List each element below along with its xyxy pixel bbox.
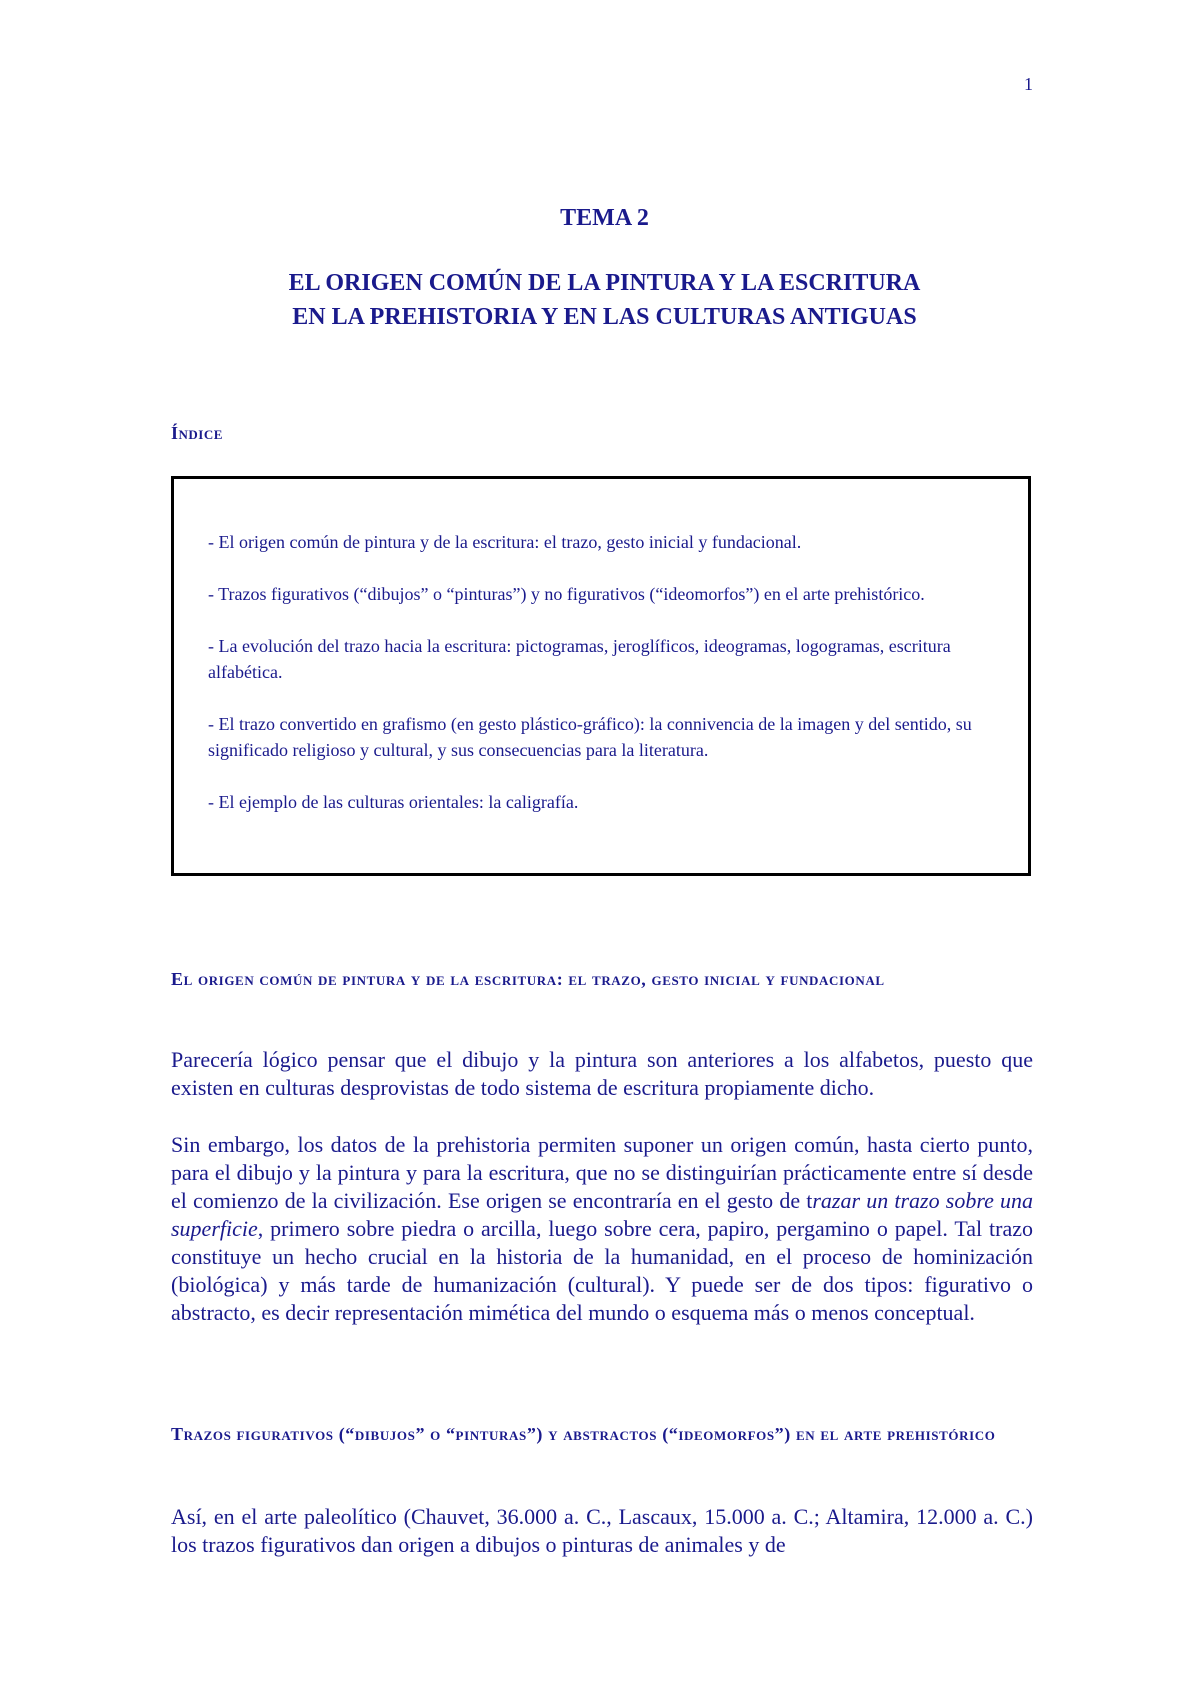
title-line-2: EN LA PREHISTORIA Y EN LAS CULTURAS ANTIGUAS <box>292 304 917 330</box>
page-number: 1 <box>1024 74 1033 94</box>
section-heading-origin: El origen común de pintura y de la escritura: el trazo, gesto inicial y fundacional <box>171 969 885 989</box>
index-item: - Trazos figurativos (“dibujos” o “pinturas”) y no figurativos (“ideomorfos”) en el arte prehistórico. <box>208 584 925 604</box>
document-title <box>171 266 1038 334</box>
index-heading-text: Índice <box>171 423 223 443</box>
section-heading-figurative-strokes: Trazos figurativos (“dibujos” o “pinturas”) y abstractos (“ideomorfos”) en el arte prehistórico <box>171 1424 996 1444</box>
index-item: - El ejemplo de las culturas orientales: la caligrafía. <box>208 792 579 812</box>
paragraph-text: , primero sobre piedra o arcilla, luego sobre cera, papiro, pergamino o papel. Tal trazo constituye un hecho crucial en la historia de la humanidad, en el proceso de hominización (biológica) y más tarde de humanización (cultural). Y puede ser de dos tipos: figurativo o abstracto, es decir representación mimética del mundo o esquema más o menos conceptual. <box>171 1216 1033 1325</box>
index-heading <box>171 423 223 444</box>
paragraph <box>171 1131 1033 1327</box>
index-item: - El trazo convertido en grafismo (en gesto plástico-gráfico): la connivencia de la imagen y del sentido, su significado religioso y cultural, y sus consecuencias para la literatura. <box>208 714 972 760</box>
index-item: - El origen común de pintura y de la escritura: el trazo, gesto inicial y fundacional. <box>208 532 802 552</box>
paragraph-italic-text: razar un trazo sobre una superficie <box>171 1188 1033 1241</box>
index-box <box>171 476 1031 876</box>
paragraph: Así, en el arte paleolítico (Chauvet, 36.000 a. C., Lascaux, 15.000 a. C.; Altamira, 12.000 a. C.) los trazos figurativos dan origen a dibujos o pinturas de animales y de <box>171 1504 1033 1557</box>
title-block <box>171 205 1038 334</box>
paragraph: Parecería lógico pensar que el dibujo y la pintura son anteriores a los alfabetos, puesto que existen en culturas desprovistas de todo sistema de escritura propiamente dicho. <box>171 1047 1033 1100</box>
title-line-1: EL ORIGEN COMÚN DE LA PINTURA Y LA ESCRITURA <box>288 270 921 296</box>
topic-number: TEMA 2 <box>560 205 649 231</box>
index-item: - La evolución del trazo hacia la escritura: pictogramas, jeroglíficos, ideogramas, logogramas, escritura alfabética. <box>208 636 951 682</box>
paragraph-text: Sin embargo, los datos de la prehistoria permiten suponer un origen común, hasta cierto punto, para el dibujo y la pintura y para la escritura, que no se distinguirían prácticamente entre sí desde el comienzo de la civilización. Ese origen se encontraría en el gesto de t <box>171 1132 1033 1213</box>
